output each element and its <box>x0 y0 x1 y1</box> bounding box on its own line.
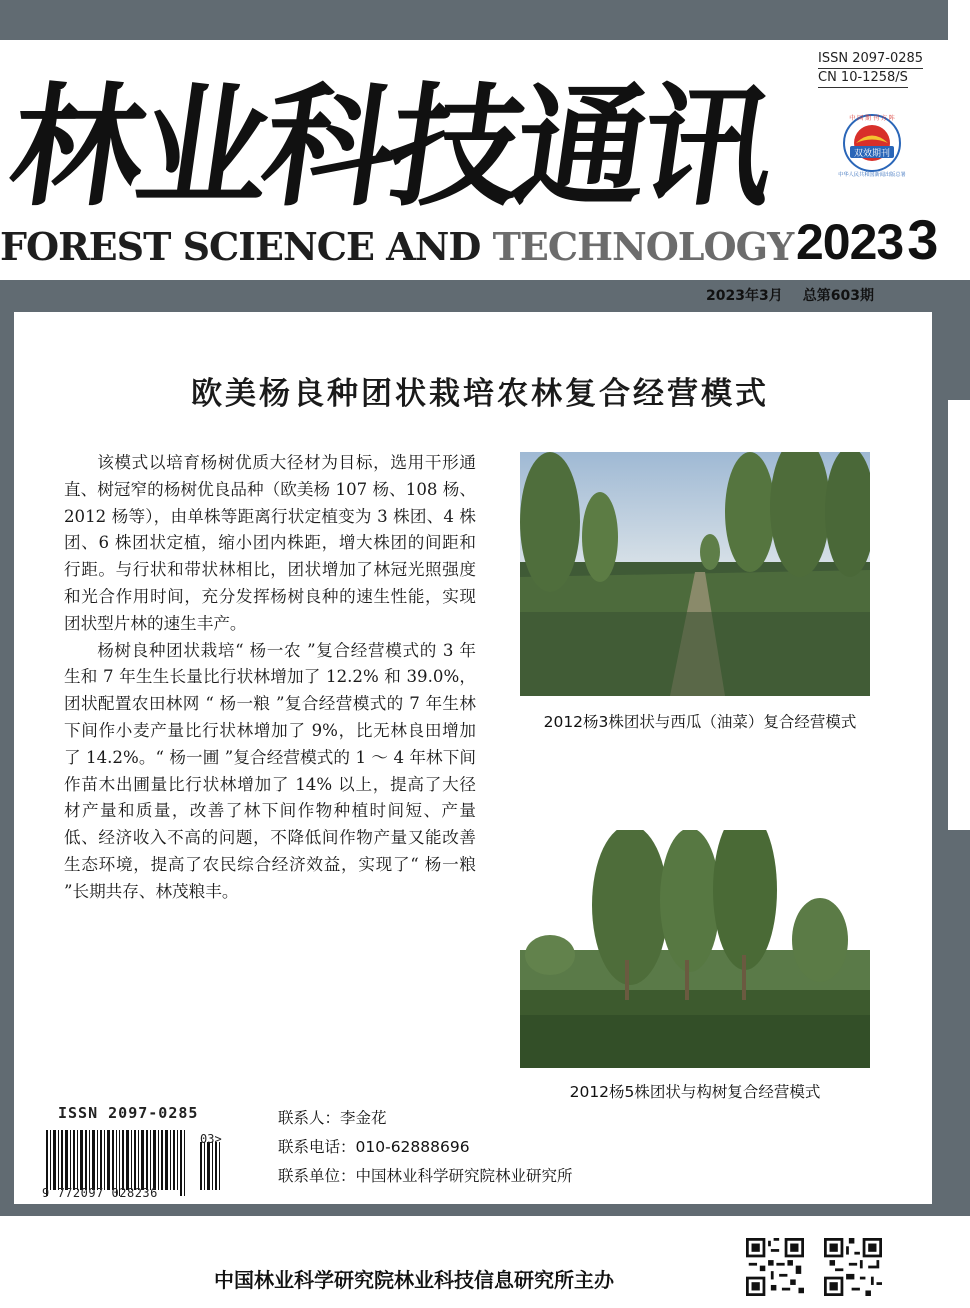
contact-block <box>278 1104 698 1191</box>
issue-date: 2023年3月 <box>706 288 783 304</box>
contact-person-row <box>278 1104 698 1133</box>
contact-phone: 010-62888696 <box>355 1138 470 1156</box>
issue-year: 2023 <box>796 214 904 270</box>
barcode-issn: ISSN 2097-0285 <box>58 1104 199 1122</box>
total-issue: 总第603期 <box>802 288 874 304</box>
contact-org-label: 联系单位： <box>278 1167 356 1185</box>
journal-title-english-a: FOREST SCIENCE AND <box>0 224 493 269</box>
issn-block <box>818 50 938 88</box>
cn-number: CN 10-1258/S <box>818 69 908 88</box>
contact-phone-row <box>278 1133 698 1162</box>
photo-caption-1: 2012杨3株团状与西瓜（油菜）复合经营模式 <box>543 713 857 731</box>
article-paragraph-2: 杨树良种团状栽培“ 杨一农 ”复合经营模式的 3 年生和 7 年生生长量比行状林增加了 12.2% 和 39.0%，团状配置农田林网 “ 杨一粮 ”复合经营模式的 7 年生林下间作小麦产量比行状林增加了 9%，比无林良田增加了 14.2%。“ 杨一圃 ”复合经营模式的 1 ～ 4 年林下间作苗木出圃量比行状林增加了 14% 以上，提高了大径材产量和质量，改善了林下间作物种植时间短、产量低、经济收入不高的问题，不降低间作物产量又能改善生态环境，提高了农民综合经济效益，实现了“ 杨一粮 ”长期共存、林茂粮丰。 <box>64 640 476 901</box>
top-right-strip <box>948 0 970 40</box>
contact-person: 李金花 <box>340 1109 387 1127</box>
article-body <box>64 450 476 906</box>
frame-right-bar-top <box>948 280 970 400</box>
journal-title-english <box>0 222 794 272</box>
qr-code-icon <box>746 1238 804 1296</box>
frame-right-bar-bottom <box>948 830 970 1216</box>
contact-person-label: 联系人： <box>278 1109 341 1127</box>
barcode-digits: 9 772097 028236 <box>42 1186 158 1200</box>
photo-poplar-watermelon <box>520 452 870 696</box>
issue-date-line <box>706 285 926 307</box>
barcode-addon: 03> <box>200 1132 222 1146</box>
logo-ring-text: 中 国 期 刊 方 阵 <box>849 115 895 122</box>
article-paragraph-1: 该模式以培育杨树优质大径材为目标，选用干形通直、树冠窄的杨树优良品种（欧美杨 107 杨、108 杨、2012 杨等），由单株等距离行状定植变为 3 株团、4 株团、6 株团状定植，缩小团内株距，增大株团的间距和行距。与行状和带状林相比，团状增加了林冠光照强度和光合作用时间，充分发挥杨树良种的速生性能，实现团状型片林的速生丰产。 <box>64 453 476 633</box>
logo-bottom-text: 中华人民共和国新闻出版总署 <box>838 172 906 178</box>
issue-num: 3 <box>907 208 938 271</box>
photo-poplar-paper-mulberry <box>520 830 870 1068</box>
contact-phone-label: 联系电话： <box>278 1138 356 1156</box>
logo-label: 双效期刊 <box>853 149 891 159</box>
publisher-line: 中国林业科学研究院林业科技信息研究所主办 <box>214 1268 614 1292</box>
journal-matrix-logo-icon <box>822 110 922 180</box>
photo-caption-2: 2012杨5株团状与构树复合经营模式 <box>569 1083 821 1101</box>
journal-title-english-b: TECHNOLOGY <box>492 224 794 269</box>
contact-org-row <box>278 1162 698 1191</box>
issue-number <box>796 208 938 271</box>
top-band <box>0 0 948 40</box>
qr-code-icon <box>824 1238 882 1296</box>
journal-title-chinese: 林业科技通讯 <box>1 70 779 225</box>
contact-org: 中国林业科学研究院林业研究所 <box>355 1167 573 1185</box>
article-title: 欧美杨良种团状栽培农林复合经营模式 <box>191 376 769 412</box>
frame-right-cut <box>948 400 970 830</box>
issn-number: ISSN 2097-0285 <box>818 50 923 69</box>
